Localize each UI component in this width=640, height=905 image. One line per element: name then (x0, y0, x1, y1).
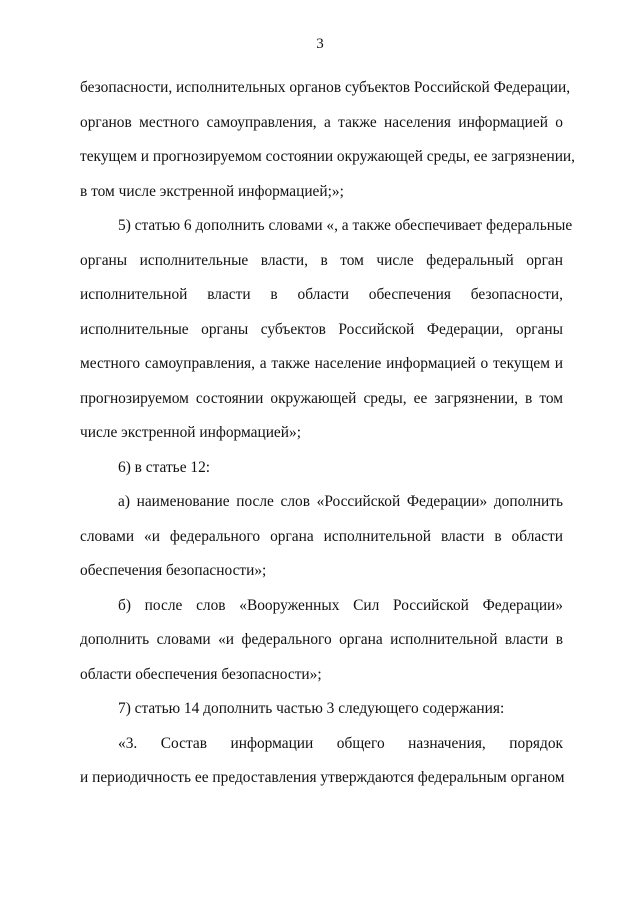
text-line: местного самоуправления, а также население информацией о текущем и (80, 355, 563, 372)
text-line: области обеспечения безопасности»; (80, 665, 322, 683)
text-line: исполнительной власти в области обеспечения безопасности, (80, 286, 563, 303)
text-line: и периодичность ее предоставления утверждаются федеральным органом (80, 769, 565, 786)
quoted-part-3-start: «3. Состав информации общего назначения, порядок (118, 734, 563, 752)
text-line: обеспечения безопасности»; (80, 562, 267, 579)
text-line: дополнить словами «и федерального органа исполнительной власти в (80, 631, 563, 648)
subparagraph-b-start: б) после слов «Вооруженных Сил Российской Федерации» (118, 596, 563, 614)
text-line: органов местного самоуправления, а также населения информацией о (80, 113, 563, 131)
paragraph-7-start: 7) статью 14 дополнить частью 3 следующего содержания: (118, 700, 505, 717)
text-line: исполнительные органы субъектов Российской Федерации, органы (80, 320, 563, 338)
text-line: прогнозируемом состоянии окружающей среды, ее загрязнении, в том (80, 389, 563, 407)
text-line: органы исполнительные власти, в том числе федеральный орган (80, 251, 563, 269)
page-number: 3 (316, 36, 324, 52)
text-line: числе экстренной информацией»; (80, 424, 301, 441)
document-body (80, 71, 576, 796)
text-line: словами «и федерального органа исполнительной власти в области (80, 527, 563, 545)
text-line: безопасности, исполнительных органов субъектов Российской Федерации, (80, 79, 571, 96)
paragraph-6-start: 6) в статье 12: (118, 458, 211, 476)
paragraph-5-start: 5) статью 6 дополнить словами «, а также обеспечивает федеральные (118, 217, 573, 234)
subparagraph-a-start: а) наименование после слов «Российской Федерации» дополнить (118, 493, 563, 510)
text-line: в том числе экстренной информацией;»; (80, 182, 344, 200)
text-line: текущем и прогнозируемом состоянии окружающей среды, ее загрязнении, (80, 148, 576, 165)
